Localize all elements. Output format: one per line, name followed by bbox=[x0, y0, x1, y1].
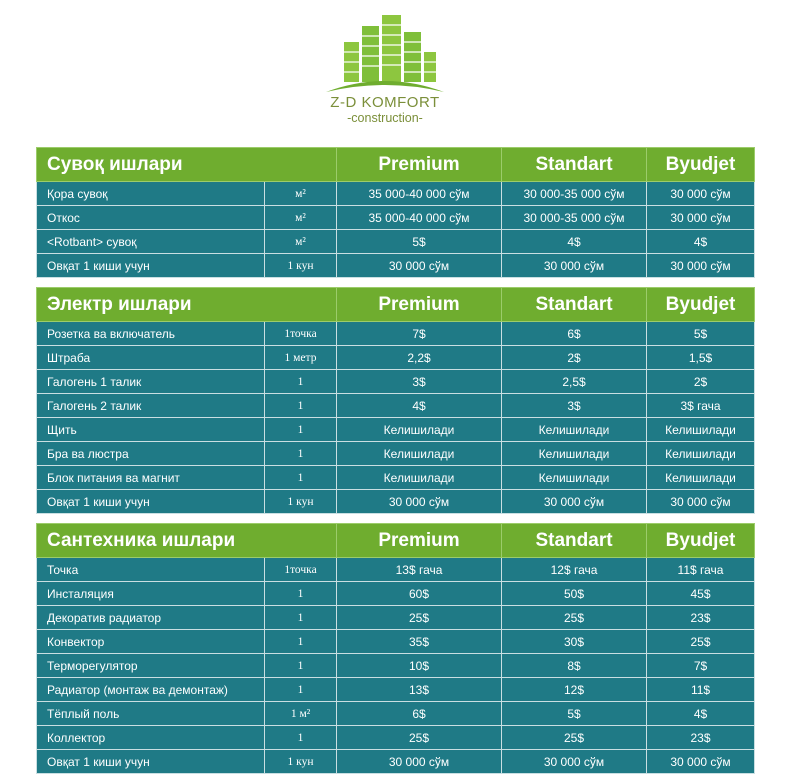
section-table bbox=[36, 523, 755, 774]
price-standart: 25$ bbox=[502, 726, 647, 750]
price-byudjet: 30 000 сўм bbox=[647, 750, 755, 774]
section-title: Электр ишлари bbox=[37, 288, 337, 322]
column-header-premium: Premium bbox=[337, 148, 502, 182]
price-standart: Келишилади bbox=[502, 418, 647, 442]
price-standart: 2,5$ bbox=[502, 370, 647, 394]
price-byudjet: 23$ bbox=[647, 726, 755, 750]
column-header-premium: Premium bbox=[337, 524, 502, 558]
price-standart: 30 000-35 000 сўм bbox=[502, 206, 647, 230]
row-name: Овқат 1 киши учун bbox=[37, 254, 265, 278]
row-name: Радиатор (монтаж ва демонтаж) bbox=[37, 678, 265, 702]
row-unit: 1 кун bbox=[265, 750, 337, 774]
row-unit: 1 bbox=[265, 678, 337, 702]
price-byudjet: 23$ bbox=[647, 606, 755, 630]
row-unit: 1 bbox=[265, 394, 337, 418]
row-name: Розетка ва включатель bbox=[37, 322, 265, 346]
row-name: <Rotbant> сувоқ bbox=[37, 230, 265, 254]
table-row bbox=[37, 558, 755, 582]
price-standart: 30 000-35 000 сўм bbox=[502, 182, 647, 206]
row-name: Штраба bbox=[37, 346, 265, 370]
row-name: Бра ва люстра bbox=[37, 442, 265, 466]
price-byudjet: Келишилади bbox=[647, 466, 755, 490]
price-premium: 7$ bbox=[337, 322, 502, 346]
price-byudjet: 5$ bbox=[647, 322, 755, 346]
price-premium: 2,2$ bbox=[337, 346, 502, 370]
price-tables bbox=[36, 147, 754, 774]
brand-subtitle: -construction- bbox=[347, 111, 423, 125]
row-name: Инсталяция bbox=[37, 582, 265, 606]
price-standart: 8$ bbox=[502, 654, 647, 678]
company-logo bbox=[322, 12, 448, 125]
price-byudjet: 1,5$ bbox=[647, 346, 755, 370]
row-name: Конвектор bbox=[37, 630, 265, 654]
section-header-row bbox=[37, 148, 755, 182]
price-standart: Келишилади bbox=[502, 442, 647, 466]
table-row bbox=[37, 254, 755, 278]
section-title: Сантехника ишлари bbox=[37, 524, 337, 558]
price-standart: 30 000 сўм bbox=[502, 750, 647, 774]
price-byudjet: 30 000 сўм bbox=[647, 182, 755, 206]
price-premium: 25$ bbox=[337, 726, 502, 750]
table-row bbox=[37, 370, 755, 394]
price-standart: 50$ bbox=[502, 582, 647, 606]
row-name: Қора сувоқ bbox=[37, 182, 265, 206]
price-standart: 12$ гача bbox=[502, 558, 647, 582]
price-premium: 30 000 сўм bbox=[337, 254, 502, 278]
price-byudjet: 30 000 сўм bbox=[647, 254, 755, 278]
price-byudjet: 30 000 сўм bbox=[647, 206, 755, 230]
price-standart: 12$ bbox=[502, 678, 647, 702]
table-row bbox=[37, 466, 755, 490]
table-row bbox=[37, 346, 755, 370]
price-standart: 30$ bbox=[502, 630, 647, 654]
price-premium: 30 000 сўм bbox=[337, 490, 502, 514]
price-premium: 3$ bbox=[337, 370, 502, 394]
table-row bbox=[37, 490, 755, 514]
row-name: Галогень 1 талик bbox=[37, 370, 265, 394]
price-premium: Келишилади bbox=[337, 442, 502, 466]
column-header-byudjet: Byudjet bbox=[647, 288, 755, 322]
row-name: Овқат 1 киши учун bbox=[37, 490, 265, 514]
row-unit: 1 кун bbox=[265, 490, 337, 514]
price-standart: Келишилади bbox=[502, 466, 647, 490]
price-byudjet: 4$ bbox=[647, 702, 755, 726]
price-premium: 13$ гача bbox=[337, 558, 502, 582]
row-unit: 1 bbox=[265, 606, 337, 630]
price-byudjet: 11$ гача bbox=[647, 558, 755, 582]
section-table bbox=[36, 147, 755, 278]
table-row bbox=[37, 206, 755, 230]
section-header-row bbox=[37, 288, 755, 322]
price-byudjet: 11$ bbox=[647, 678, 755, 702]
price-byudjet: 7$ bbox=[647, 654, 755, 678]
price-byudjet: 3$ гача bbox=[647, 394, 755, 418]
price-premium: Келишилади bbox=[337, 466, 502, 490]
row-unit: м² bbox=[265, 206, 337, 230]
price-byudjet: 4$ bbox=[647, 230, 755, 254]
price-standart: 6$ bbox=[502, 322, 647, 346]
row-name: Галогень 2 талик bbox=[37, 394, 265, 418]
row-name: Овқат 1 киши учун bbox=[37, 750, 265, 774]
row-name: Тёплый поль bbox=[37, 702, 265, 726]
column-header-byudjet: Byudjet bbox=[647, 524, 755, 558]
row-name: Щить bbox=[37, 418, 265, 442]
price-standart: 5$ bbox=[502, 702, 647, 726]
table-row bbox=[37, 678, 755, 702]
price-standart: 30 000 сўм bbox=[502, 254, 647, 278]
price-premium: 6$ bbox=[337, 702, 502, 726]
column-header-standart: Standart bbox=[502, 288, 647, 322]
price-byudjet: Келишилади bbox=[647, 442, 755, 466]
row-unit: 1точка bbox=[265, 322, 337, 346]
table-row bbox=[37, 230, 755, 254]
brand-name: Z-D KOMFORT bbox=[330, 94, 440, 111]
row-unit: 1 bbox=[265, 582, 337, 606]
price-byudjet: 30 000 сўм bbox=[647, 490, 755, 514]
table-row bbox=[37, 322, 755, 346]
table-row bbox=[37, 442, 755, 466]
price-premium: 35$ bbox=[337, 630, 502, 654]
section-header-row bbox=[37, 524, 755, 558]
table-row bbox=[37, 750, 755, 774]
price-standart: 4$ bbox=[502, 230, 647, 254]
table-row bbox=[37, 182, 755, 206]
table-row bbox=[37, 630, 755, 654]
column-header-standart: Standart bbox=[502, 148, 647, 182]
row-name: Откос bbox=[37, 206, 265, 230]
column-header-byudjet: Byudjet bbox=[647, 148, 755, 182]
building-logo-icon bbox=[322, 12, 448, 94]
price-premium: 35 000-40 000 сўм bbox=[337, 182, 502, 206]
section-table bbox=[36, 287, 755, 514]
table-row bbox=[37, 726, 755, 750]
row-name: Коллектор bbox=[37, 726, 265, 750]
price-standart: 30 000 сўм bbox=[502, 490, 647, 514]
price-byudjet: 2$ bbox=[647, 370, 755, 394]
row-unit: 1 метр bbox=[265, 346, 337, 370]
price-premium: 13$ bbox=[337, 678, 502, 702]
row-unit: 1 кун bbox=[265, 254, 337, 278]
row-unit: 1 bbox=[265, 442, 337, 466]
row-unit: 1 м² bbox=[265, 702, 337, 726]
price-premium: 4$ bbox=[337, 394, 502, 418]
column-header-standart: Standart bbox=[502, 524, 647, 558]
row-unit: 1 bbox=[265, 630, 337, 654]
price-standart: 2$ bbox=[502, 346, 647, 370]
table-row bbox=[37, 654, 755, 678]
row-unit: 1 bbox=[265, 726, 337, 750]
price-byudjet: Келишилади bbox=[647, 418, 755, 442]
section-title: Сувоқ ишлари bbox=[37, 148, 337, 182]
price-byudjet: 25$ bbox=[647, 630, 755, 654]
table-row bbox=[37, 418, 755, 442]
price-standart: 3$ bbox=[502, 394, 647, 418]
price-premium: 10$ bbox=[337, 654, 502, 678]
table-row bbox=[37, 702, 755, 726]
table-row bbox=[37, 582, 755, 606]
row-unit: 1 bbox=[265, 370, 337, 394]
table-row bbox=[37, 394, 755, 418]
column-header-premium: Premium bbox=[337, 288, 502, 322]
price-premium: Келишилади bbox=[337, 418, 502, 442]
price-premium: 25$ bbox=[337, 606, 502, 630]
row-unit: 1 bbox=[265, 418, 337, 442]
row-unit: м² bbox=[265, 182, 337, 206]
row-name: Точка bbox=[37, 558, 265, 582]
price-premium: 5$ bbox=[337, 230, 502, 254]
price-byudjet: 45$ bbox=[647, 582, 755, 606]
row-name: Декоратив радиатор bbox=[37, 606, 265, 630]
row-unit: 1 bbox=[265, 654, 337, 678]
table-row bbox=[37, 606, 755, 630]
price-standart: 25$ bbox=[502, 606, 647, 630]
price-premium: 30 000 сўм bbox=[337, 750, 502, 774]
row-name: Терморегулятор bbox=[37, 654, 265, 678]
row-unit: 1 bbox=[265, 466, 337, 490]
row-unit: 1точка bbox=[265, 558, 337, 582]
price-premium: 35 000-40 000 сўм bbox=[337, 206, 502, 230]
row-name: Блок питания ва магнит bbox=[37, 466, 265, 490]
price-premium: 60$ bbox=[337, 582, 502, 606]
row-unit: м² bbox=[265, 230, 337, 254]
